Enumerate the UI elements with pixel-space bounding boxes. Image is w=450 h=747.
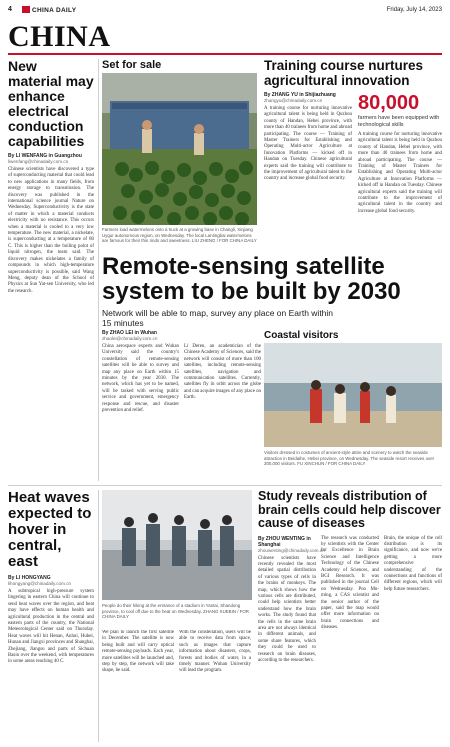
page-number: 4: [8, 6, 12, 13]
satellite-body: [102, 330, 262, 480]
article-headline[interactable]: Remote-sensing satellite system to be built by 2030: [102, 253, 401, 305]
article-headline[interactable]: Study reveals distribution of brain cells could help discover cause of diseases: [258, 490, 441, 530]
article-body-continued: The research was conducted by scientists with the Center for Excellence in Brain Science and Intelligence Technology of the Chinese Academy of Sciences, and BGI Research. It was published in the journal Cell on Wednesday. Poo Mu-ming, a CAS scientist and the senior author of the paper, said the map would offer more information on brain connections and diseases.: [321, 535, 379, 631]
watermelon-photo: [102, 73, 257, 225]
article-email[interactable]: zhaolei@chinadaily.com.cn: [102, 336, 158, 341]
article-body-column-4: With the constellation, users will be able to receive data from space, such as images that capture information about disasters, crops, forests and bodies of water, in a timely manner. Wuhan University will lead the program.: [179, 630, 251, 674]
photo-caption: Farmers load watermelons onto a truck at a growing base in Changli, Xinjiang Uygur autonomous region, on Wednesday. The local Lantingbai watermelons are famous for their thin rinds and sweetness. LIU ZHENG / FOR CHINA DAILY: [102, 227, 257, 244]
heat-photo-image: [102, 490, 252, 600]
article-body-continued: A training course for nurturing innovative agricultural talent is being held in Quzhou county of Handan, Hebei province, with more than 40 trainees from home and abroad participating. The course — Training of Master Trainers for Establishing and Operating Multi-actor Agriculture at Innovation Platforms — kicked off in Handan on Tuesday. Chinese agricultural experts said the training will contribute to the improvement of agricultural talent in the country and increase global food security.: [358, 132, 442, 214]
photo-caption: People do their hiking at the entrance of a stadium in Yantai, Shandong province, to cool off due to the heat on Wednesday. ZHANG XUEBIN / FOR CHINA DAILY: [102, 603, 249, 620]
article-headline[interactable]: Training course nurtures agricultural innovation: [264, 59, 424, 88]
heatwave-article: [8, 490, 94, 742]
article-email[interactable]: liwenfang@chinadaily.com.cn: [8, 159, 69, 164]
article-body-end: Brain, the unique of the cell distribution is its significance, and now we're getting a more comprehensive understanding of the connections and functions of different regions, which will help future researchers.: [384, 535, 442, 592]
article-headline[interactable]: Heat waves expected to hover in central, east: [8, 490, 92, 570]
logo-icon: [22, 6, 30, 13]
photo-caption: Visitors dressed in costumes of ancient-style attire and scenery to watch the seaside attraction in Beidaihe, Hebei province, on Wednesday. The seaside resort receives over 300,000 visitors. FU XINCHUN / FOR CHINA DAILY: [264, 450, 435, 467]
article-deck: Network will be able to map, survey any place on Earth within 15 minutes: [102, 308, 334, 328]
article-email[interactable]: zhouwenting@chinadaily.com.cn: [258, 547, 325, 553]
article-byline: By LI WENFANG in Guangzhou: [8, 153, 82, 159]
article-body: A training course for nurturing innovative agricultural talent is being held in Quzhou county of Handan, Hebei province, with more than 40 trainees from home and abroad participating. The course — Training of Master Trainers for Establishing and Operating Multi-actor Agriculture at Innovation Platforms — kicked off in Handan on Tuesday. Chinese agricultural experts said the training will contribute to the improvement of agricultural talent in the country and increase global food security.: [264, 106, 352, 182]
coastal-photo: [264, 343, 442, 447]
article-email[interactable]: lihongyang@chinadaily.com.cn: [8, 581, 72, 586]
article-email[interactable]: zhangyu@chinadaily.com.cn: [264, 98, 323, 103]
watermelon-photo-image: [102, 73, 257, 225]
article-body-column-1: China aerospace experts and Wuhan University said the country's constellation of remote-sensing satellites will be able to survey and map any place on Earth within 15 minutes by the year 2030. The network, which has yet to be named, will be tasked with serving public service and government, emergency response and rescue, and disaster prevention and relief.: [102, 344, 179, 414]
photo-title: Set for sale: [102, 59, 162, 71]
section-title: CHINA: [8, 20, 111, 53]
coastal-photo-image: [264, 343, 442, 447]
section-rule: [8, 53, 442, 55]
masthead: [8, 6, 442, 18]
set-for-sale-feature: [102, 59, 257, 251]
stat-label: farmers have been equipped with technological skills: [358, 115, 440, 128]
article-byline: By LI HONGYANG: [8, 575, 51, 581]
superconductor-article: [8, 59, 94, 481]
article-byline: By ZHANG YU in Shijiazhuang: [264, 92, 336, 98]
logo-text: CHINA DAILY: [32, 7, 77, 14]
article-byline: By ZHOU WENTING in Shanghai: [258, 535, 311, 548]
section-divider: [8, 485, 442, 486]
article-body: Chinese scientists have recently revealed the most detailed spatial distribution of various types of cells in the brains of monkeys. The map, which shows how the various cells are distributed, could help scientists better understand how the brain works. The study found that the cells in the same brain area are not always identical in different animals, and some share features, which they could be used to research on brain diseases, according to the researchers.: [258, 555, 316, 663]
issue-date: Friday, July 14, 2023: [386, 7, 442, 13]
satellite-headline-block: [102, 254, 440, 328]
heat-photo-feature: [102, 490, 252, 742]
column-divider: [98, 59, 99, 481]
article-body-column-3: We plan to launch the first satellite in December. The satellite is now being built and will carry optical remote-sensing payloads. Each year, more satellites will be launched and, step by step, the network will take shape, he said.: [102, 630, 174, 674]
stat-number: 80,000: [358, 92, 420, 114]
newspaper-logo: [22, 6, 76, 14]
column-divider: [98, 490, 99, 742]
heat-photo: [102, 490, 252, 600]
article-headline[interactable]: New material may enhance electrical conduction capabilities: [8, 59, 94, 149]
article-body-column-2: Li Deren, an academician of the Chinese Academy of Sciences, said the network will consist of more than 100 satellites, including remote-sensing satellites, navigation and communication satellites. Currently, satellites fly in orbit across the globe and can acquire images of any place on Earth.: [184, 344, 261, 401]
article-byline: By ZHAO LEI in Wuhan: [102, 330, 157, 336]
coastal-visitors-feature: [264, 330, 442, 480]
brain-article: [258, 490, 442, 742]
article-body: A subtropical high-pressure system lingering in eastern China will continue to send heat waves over the region, and heat may have effects on human health and agricultural production in the central and eastern parts of the country, the National Meteorological Center said on Thursday. Heat waves will hit Henan, Anhui, Hubei, Hunan and Jiangxi provinces and Shanghai, Zhejiang, Jiangsu and parts of Sichuan Basin over the weekend, with temperatures in some areas reaching 40 C.: [8, 589, 94, 665]
photo-title: Coastal visitors: [264, 330, 339, 341]
article-body: Chinese scientists have discovered a type of superconducting material that could lead to new applications in many fields, from energy storage to transmission. The discovery was published in the international science journal Nature on Wednesday. Superconductivity is the state of matter in which a material conducts electricity with no resistance. This occurs when a material is cooled to a very low temperature. The new material, a nickelate, is superconducting at a temperature of 80 C. This is higher than the boiling point of liquid nitrogen, the team said. The discovery makes nickelates a family of compounds in which high-temperature superconductivity is possible, said Wang Meng, deputy dean of the School of Physics at Sun Yat-sen University, who led the research.: [8, 167, 94, 294]
